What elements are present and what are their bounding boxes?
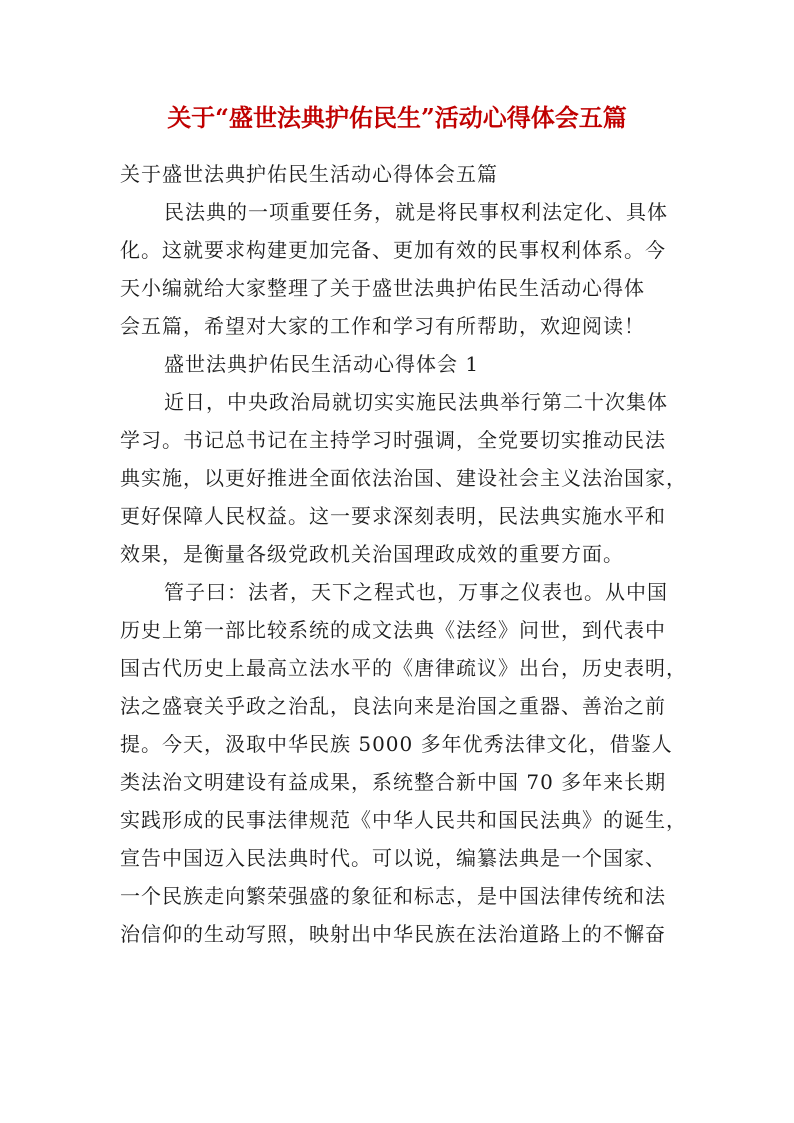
paragraph-line: 典实施，以更好推进全面依法治国、建设社会主义法治国家， — [120, 466, 687, 490]
paragraph-line: 近日，中央政治局就切实实施民法典举行第二十次集体 — [164, 390, 668, 414]
subtitle-line: 关于盛世法典护佑民生活动心得体会五篇 — [120, 162, 498, 186]
paragraph-line: 效果，是衡量各级党政机关治国理政成效的重要方面。 — [120, 542, 624, 566]
paragraph-line: 更好保障人民权益。这一要求深刻表明，民法典实施水平和 — [120, 504, 666, 528]
paragraph-line: 实践形成的民事法律规范《中华人民共和国民法典》的诞生， — [120, 808, 687, 832]
paragraph-line: 一个民族走向繁荣强盛的象征和标志，是中国法律传统和法 — [120, 884, 666, 908]
paragraph-line: 天小编就给大家整理了关于盛世法典护佑民生活动心得体 — [120, 276, 645, 300]
paragraph-line: 治信仰的生动写照，映射出中华民族在法治道路上的不懈奋 — [120, 922, 666, 946]
document-body — [120, 155, 687, 953]
paragraph-line: 法之盛衰关乎政之治乱，良法向来是治国之重器、善治之前 — [120, 694, 666, 718]
paragraph-line: 化。这就要求构建更加完备、更加有效的民事权利体系。今 — [120, 238, 666, 262]
paragraph-line: 国古代历史上最高立法水平的《唐律疏议》出台，历史表明， — [120, 656, 687, 680]
paragraph-line: 历史上第一部比较系统的成文法典《法经》问世，到代表中 — [120, 618, 666, 642]
paragraph-line: 民法典的一项重要任务，就是将民事权利法定化、具体 — [164, 200, 668, 224]
paragraph-line: 学习。书记总书记在主持学习时强调，全党要切实推动民法 — [120, 428, 666, 452]
document-title: 关于“盛世法典护佑民生”活动心得体会五篇 — [167, 103, 627, 132]
paragraph-line: 管子曰：法者，天下之程式也，万事之仪表也。从中国 — [164, 580, 668, 604]
paragraph-line: 宣告中国迈入民法典时代。可以说，编纂法典是一个国家、 — [120, 846, 666, 870]
paragraph-line: 会五篇，希望对大家的工作和学习有所帮助，欢迎阅读！ — [120, 314, 645, 338]
paragraph-line: 类法治文明建设有益成果，系统整合新中国 70 多年来长期 — [120, 770, 667, 794]
paragraph-line: 提。今天，汲取中华民族 5000 多年优秀法律文化，借鉴人 — [120, 732, 673, 756]
section-heading: 盛世法典护佑民生活动心得体会 1 — [164, 352, 480, 376]
